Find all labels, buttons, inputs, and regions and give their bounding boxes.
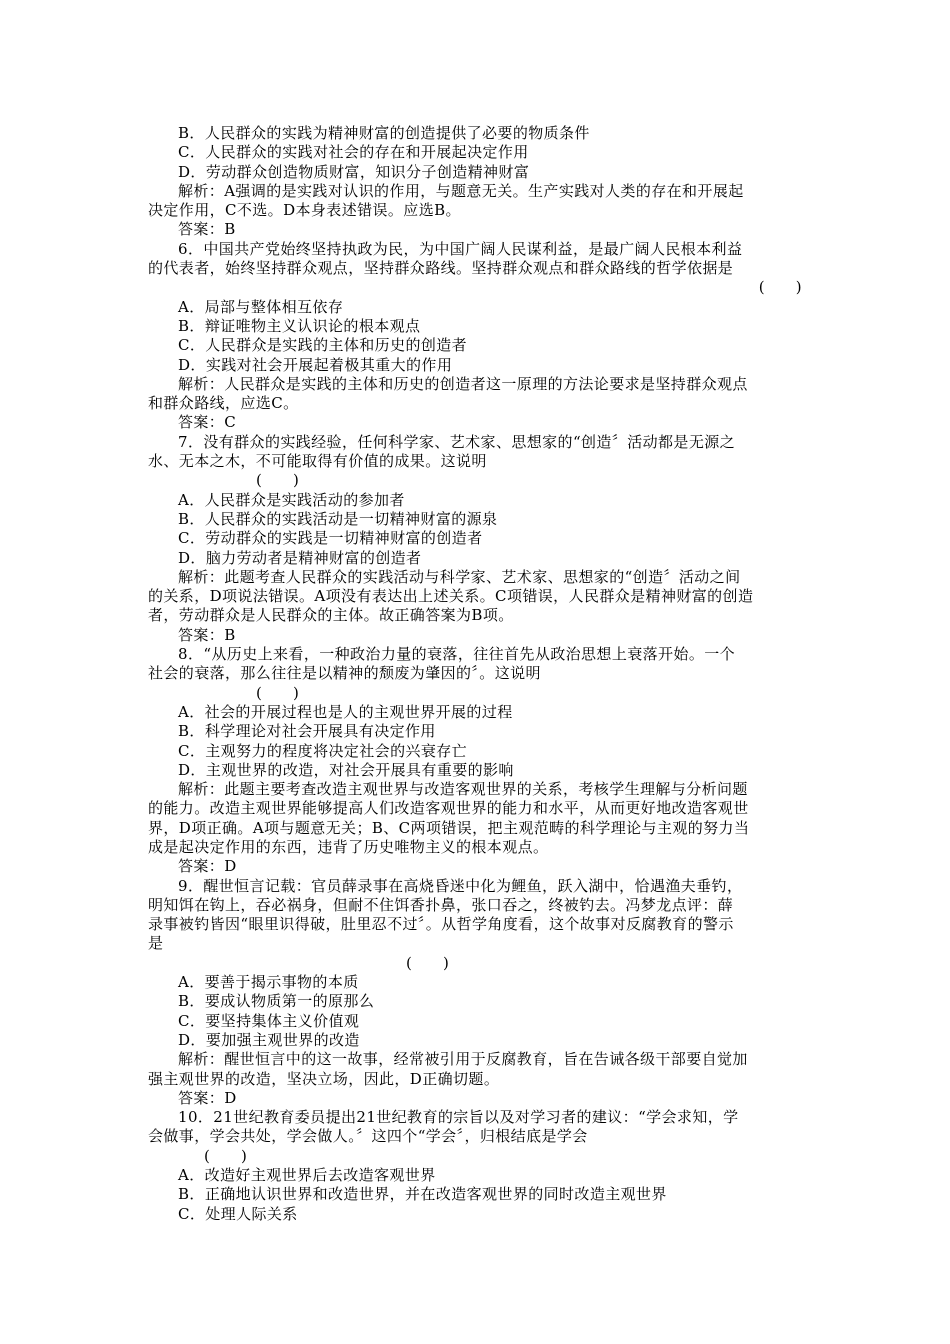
option-9d: D．要加强主观世界的改造 [178, 1030, 360, 1049]
answer-blank-8: ( ) [256, 683, 300, 702]
answer-6: 答案：C [178, 413, 237, 432]
question-6-line-1: 6．中国共产党始终坚持执政为民，为中国广阔人民谋利益，是最广阔人民根本利益 [178, 239, 743, 258]
explanation-8-line-3: 界，D项正确。A项与题意无关；B、C两项错误，把主观范畴的科学理论与主观的努力当 [148, 818, 750, 837]
option-6a: A．局部与整体相互依存 [178, 297, 344, 316]
option-9a: A．要善于揭示事物的本质 [178, 973, 359, 992]
explanation-8-line-1: 解析：此题主要考查改造主观世界与改造客观世界的关系，考核学生理解与分析问题 [178, 780, 748, 799]
question-10-line-2: 会做事，学会共处，学会做人。〞这四个“学会〞，归根结底是学会 [148, 1127, 588, 1146]
option-8c: C．主观努力的程度将决定社会的兴衰存亡 [178, 741, 468, 760]
option-6c: C．人民群众是实践的主体和历史的创造者 [178, 336, 468, 355]
explanation-8-line-4: 成是起决定作用的东西，违背了历史唯物主义的根本观点。 [148, 837, 549, 856]
question-8-line-2: 社会的衰落，那么往往是以精神的颓废为肇因的〞。这说明 [148, 664, 541, 683]
option-7c: C．劳动群众的实践是一切精神财富的创造者 [178, 529, 483, 548]
option-10a: A．改造好主观世界后去改造客观世界 [178, 1166, 436, 1185]
option-8a: A．社会的开展过程也是人的主观世界开展的过程 [178, 702, 513, 721]
explanation-5-line-1: 解析：A强调的是实践对认识的作用，与题意无关。生产实践对人类的存在和开展起 [178, 181, 744, 200]
explanation-8-line-2: 的能力。改造主观世界能够提高人们改造客观世界的能力和水平，从而更好地改造客观世 [148, 799, 749, 818]
question-10-line-1: 10．21世纪教育委员提出21世纪教育的宗旨以及对学习者的建议：“学会求知，学 [178, 1108, 739, 1127]
answer-blank-6: ( ) [758, 278, 802, 297]
option-9c: C．要坚持集体主义价值观 [178, 1011, 360, 1030]
option-6d: D．实践对社会开展起着极其重大的作用 [178, 355, 453, 374]
option-5b: B．人民群众的实践为精神财富的创造提供了必要的物质条件 [178, 124, 590, 142]
answer-7: 答案：B [178, 625, 236, 644]
option-7b: B．人民群众的实践活动是一切精神财富的源泉 [178, 509, 498, 528]
option-6b: B．辩证唯物主义认识论的根本观点 [178, 316, 421, 335]
option-8b: B．科学理论对社会开展具有决定作用 [178, 722, 436, 741]
explanation-9-line-1: 解析：醒世恒言中的这一故事，经常被引用于反腐教育，旨在告诫各级干部要自觉加 [178, 1050, 748, 1069]
question-9-line-4: 是 [148, 934, 164, 953]
explanation-6-line-1: 解析：人民群众是实践的主体和历史的创造者这一原理的方法论要求是坚持群众观点 [178, 374, 748, 393]
explanation-7-line-2: 的关系，D项说法错误。A项没有表达出上述关系。C项错误，人民群众是精神财富的创造 [148, 587, 754, 606]
option-10c: C．处理人际关系 [178, 1204, 298, 1223]
option-9b: B．要成认物质第一的原那么 [178, 992, 375, 1011]
answer-blank-10: ( ) [204, 1146, 248, 1165]
answer-blank-9: ( ) [406, 953, 450, 972]
answer-blank-7: ( ) [256, 471, 300, 490]
question-8-line-1: 8．“从历史上来看，一种政治力量的衰落，往往首先从政治思想上衰落开始。一个 [178, 645, 736, 664]
question-9-line-2: 明知饵在钩上，吞必祸身，但耐不住饵香扑鼻，张口吞之，终被钓去。冯梦龙点评：薛 [148, 895, 734, 914]
explanation-7-line-3: 者，劳动群众是人民群众的主体。故正确答案为B项。 [148, 606, 514, 625]
answer-9: 答案：D [178, 1088, 237, 1107]
question-7-line-1: 7．没有群众的实践经验，任何科学家、艺术家、思想家的“创造〞活动都是无源之 [178, 432, 736, 451]
explanation-6-line-2: 和群众路线，应选C。 [148, 394, 299, 413]
question-9-line-3: 录事被钓皆因“眼里识得破，肚里忍不过〞。从哲学角度看，这个故事对反腐教育的警示 [148, 915, 734, 934]
option-10b: B．正确地认识世界和改造世界，并在改造客观世界的同时改造主观世界 [178, 1185, 667, 1204]
option-5c: C．人民群众的实践对社会的存在和开展起决定作用 [178, 143, 529, 162]
option-5d: D．劳动群众创造物质财富，知识分子创造精神财富 [178, 162, 530, 181]
explanation-5-line-2: 决定作用，C不选。D本身表述错误。应选B。 [148, 201, 461, 220]
question-6-line-2: 的代表者，始终坚持群众观点，坚持群众路线。坚持群众观点和群众路线的哲学依据是 [148, 259, 734, 278]
explanation-9-line-2: 强主观世界的改造，坚决立场，因此，D正确切题。 [148, 1069, 500, 1088]
answer-5: 答案：B [178, 220, 236, 239]
explanation-7-line-1: 解析：此题考查人民群众的实践活动与科学家、艺术家、思想家的“创造〞活动之间 [178, 567, 741, 586]
question-7-line-2: 水、无本之木，不可能取得有价值的成果。这说明 [148, 452, 487, 471]
question-9-line-1: 9．醒世恒言记载：官员薛录事在高烧昏迷中化为鲤鱼，跃入湖中，恰遇渔夫垂钓， [178, 876, 743, 895]
option-8d: D．主观世界的改造，对社会开展具有重要的影响 [178, 760, 514, 779]
option-7a: A．人民群众是实践活动的参加者 [178, 490, 405, 509]
document-body [148, 124, 808, 1224]
option-7d: D．脑力劳动者是精神财富的创造者 [178, 548, 422, 567]
answer-8: 答案：D [178, 857, 237, 876]
